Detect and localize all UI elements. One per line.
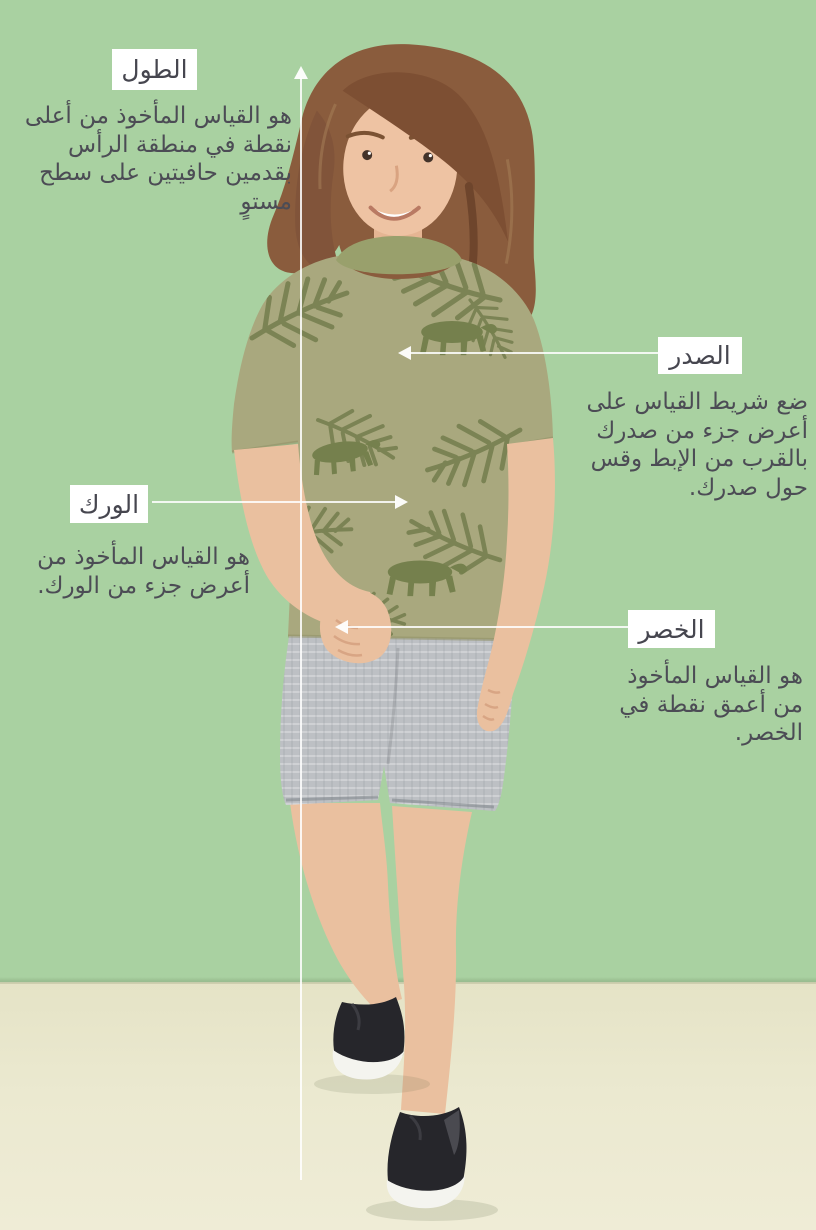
hip-measure-line xyxy=(152,501,396,503)
chest-measure-line xyxy=(410,352,658,354)
height-description: هو القياس المأخوذ من أعلى نقطة في منطقة الرأس بقدمين حافيتين على سطح مستوٍ xyxy=(24,103,292,215)
back-shoe xyxy=(333,997,405,1080)
hip-label: الورك xyxy=(78,489,140,519)
height-label: الطول xyxy=(121,55,188,84)
waist-description: هو القياس المأخوذ من أعمق نقطة في الخصر. xyxy=(619,663,803,747)
waist-measure-line xyxy=(347,626,628,628)
arrow-right-icon xyxy=(395,495,408,509)
hip-label-box xyxy=(70,485,148,523)
front-shoe xyxy=(387,1107,467,1208)
height-measure-line xyxy=(300,78,302,1180)
chest-description: ضع شريط القياس على أعرض جزء من صدرك بالقرب من الإبط وقس حول صدرك. xyxy=(586,389,808,501)
waist-label: الخصر xyxy=(638,614,705,644)
waist-label-box xyxy=(628,610,715,648)
hip-description: هو القياس المأخوذ من أعرض جزء من الورك. xyxy=(37,544,250,599)
chest-label: الصدر xyxy=(669,341,731,370)
chest-label-box xyxy=(658,337,742,374)
height-label-box xyxy=(112,49,197,90)
